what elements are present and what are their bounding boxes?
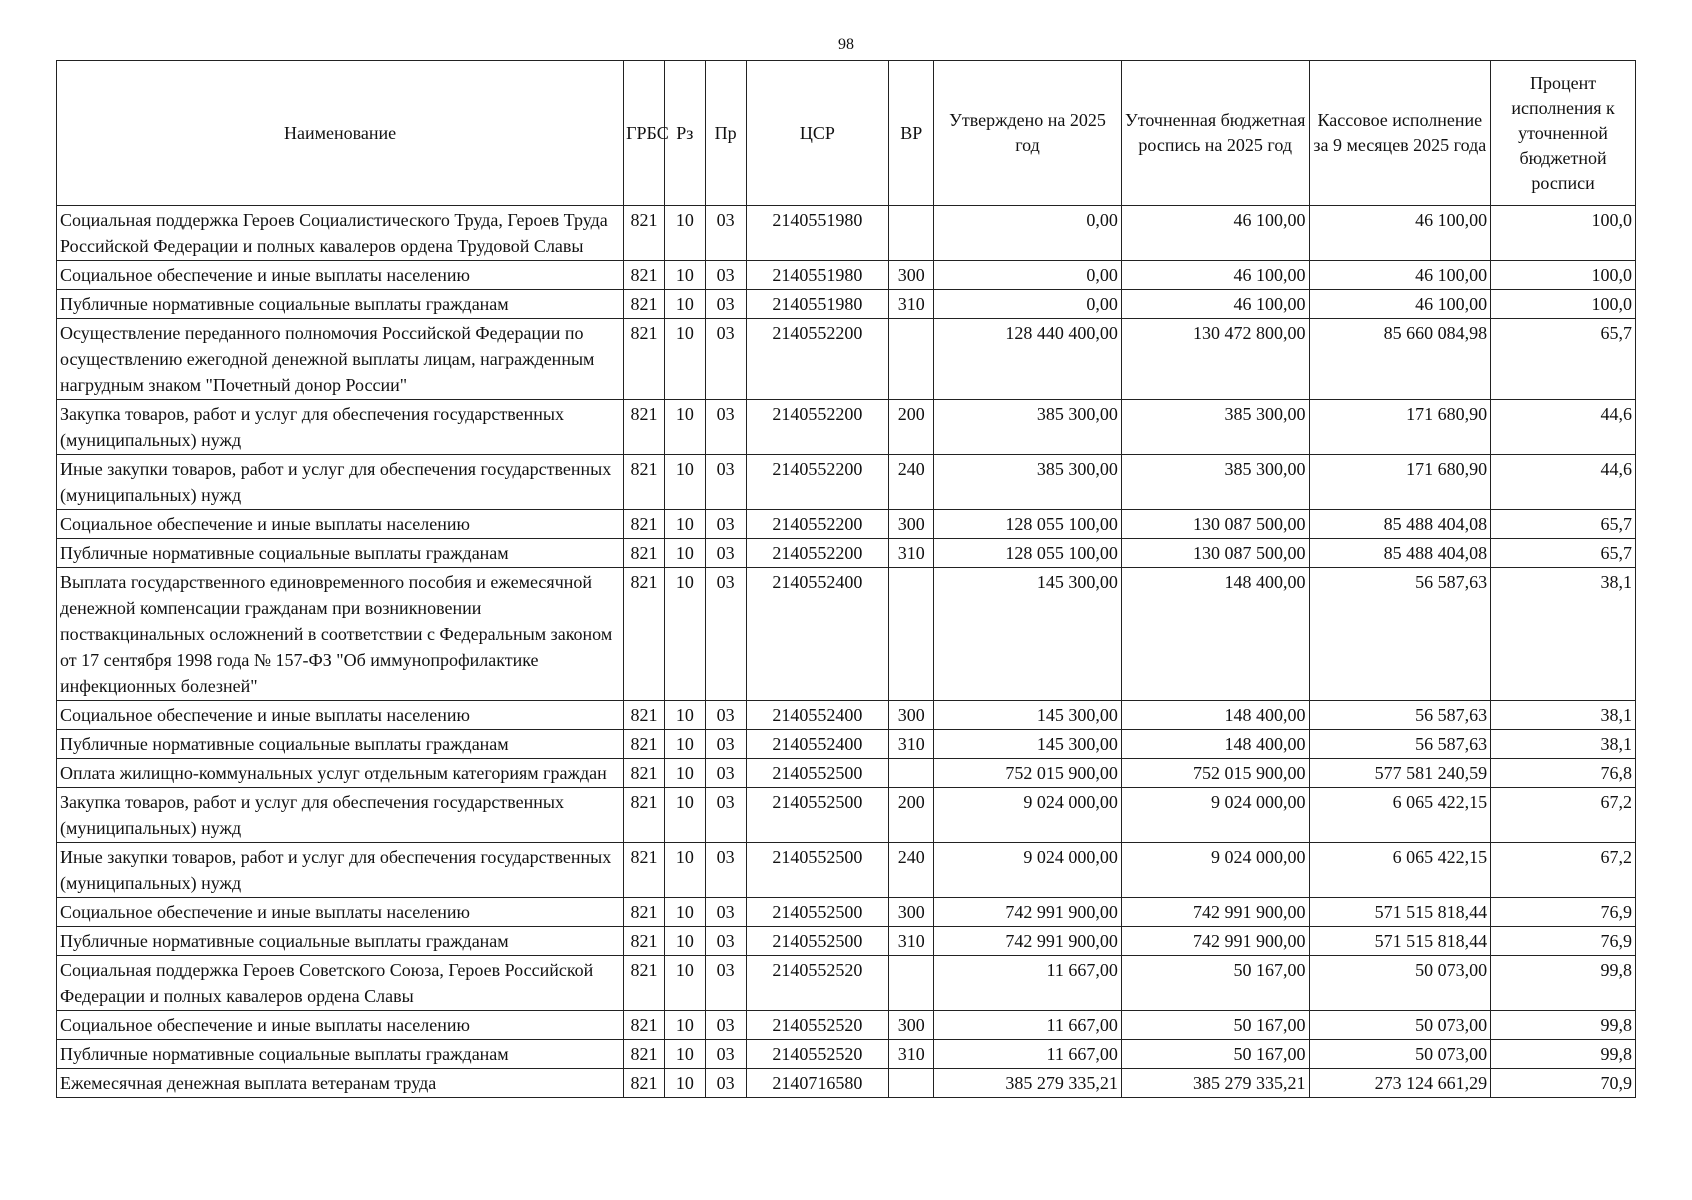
cell-name: Социальное обеспечение и иные выплаты населению <box>57 510 624 539</box>
cell-name: Публичные нормативные социальные выплаты гражданам <box>57 927 624 956</box>
cell-refined: 148 400,00 <box>1121 568 1309 701</box>
cell-approved: 752 015 900,00 <box>934 759 1122 788</box>
cell-csr: 2140552200 <box>746 539 889 568</box>
cell-percent: 99,8 <box>1491 1011 1636 1040</box>
cell-grbs: 821 <box>624 759 665 788</box>
cell-percent: 100,0 <box>1491 290 1636 319</box>
cell-name: Социальное обеспечение и иные выплаты населению <box>57 701 624 730</box>
table-row <box>57 1069 1636 1098</box>
cell-grbs: 821 <box>624 1040 665 1069</box>
header-percent: Процент исполнения к уточненной бюджетной росписи <box>1491 61 1636 206</box>
cell-csr: 2140552500 <box>746 788 889 843</box>
cell-executed: 46 100,00 <box>1309 261 1491 290</box>
cell-executed: 46 100,00 <box>1309 290 1491 319</box>
cell-pr: 03 <box>705 898 746 927</box>
cell-refined: 148 400,00 <box>1121 701 1309 730</box>
table-row <box>57 455 1636 510</box>
cell-refined: 50 167,00 <box>1121 1040 1309 1069</box>
cell-name: Ежемесячная денежная выплата ветеранам труда <box>57 1069 624 1098</box>
cell-percent: 70,9 <box>1491 1069 1636 1098</box>
cell-refined: 742 991 900,00 <box>1121 898 1309 927</box>
cell-percent: 100,0 <box>1491 261 1636 290</box>
cell-percent: 65,7 <box>1491 510 1636 539</box>
cell-pr: 03 <box>705 319 746 400</box>
cell-name: Публичные нормативные социальные выплаты гражданам <box>57 290 624 319</box>
cell-name: Закупка товаров, работ и услуг для обеспечения государственных (муниципальных) нужд <box>57 400 624 455</box>
cell-grbs: 821 <box>624 898 665 927</box>
cell-approved: 0,00 <box>934 290 1122 319</box>
cell-rz: 10 <box>664 759 705 788</box>
cell-name: Социальное обеспечение и иные выплаты населению <box>57 261 624 290</box>
cell-executed: 571 515 818,44 <box>1309 898 1491 927</box>
cell-rz: 10 <box>664 206 705 261</box>
table-row <box>57 788 1636 843</box>
header-executed: Кассовое исполнение за 9 месяцев 2025 года <box>1309 61 1491 206</box>
cell-executed: 6 065 422,15 <box>1309 843 1491 898</box>
header-pr: Пр <box>705 61 746 206</box>
cell-executed: 56 587,63 <box>1309 730 1491 759</box>
table-row <box>57 759 1636 788</box>
cell-pr: 03 <box>705 1040 746 1069</box>
cell-approved: 742 991 900,00 <box>934 898 1122 927</box>
cell-pr: 03 <box>705 568 746 701</box>
cell-name: Социальная поддержка Героев Советского Союза, Героев Российской Федерации и полных кавалеров ордена Славы <box>57 956 624 1011</box>
cell-rz: 10 <box>664 788 705 843</box>
header-grbs: ГРБС <box>624 61 665 206</box>
cell-executed: 85 660 084,98 <box>1309 319 1491 400</box>
cell-vr <box>889 206 934 261</box>
cell-csr: 2140552500 <box>746 927 889 956</box>
cell-pr: 03 <box>705 788 746 843</box>
cell-refined: 46 100,00 <box>1121 290 1309 319</box>
cell-name: Иные закупки товаров, работ и услуг для обеспечения государственных (муниципальных) нужд <box>57 455 624 510</box>
cell-pr: 03 <box>705 730 746 759</box>
cell-csr: 2140552500 <box>746 898 889 927</box>
cell-approved: 742 991 900,00 <box>934 927 1122 956</box>
cell-pr: 03 <box>705 400 746 455</box>
cell-csr: 2140552400 <box>746 701 889 730</box>
cell-name: Публичные нормативные социальные выплаты гражданам <box>57 730 624 759</box>
cell-executed: 56 587,63 <box>1309 701 1491 730</box>
cell-percent: 44,6 <box>1491 400 1636 455</box>
cell-rz: 10 <box>664 956 705 1011</box>
cell-refined: 130 472 800,00 <box>1121 319 1309 400</box>
cell-grbs: 821 <box>624 956 665 1011</box>
table-row <box>57 539 1636 568</box>
cell-executed: 171 680,90 <box>1309 455 1491 510</box>
cell-csr: 2140552500 <box>746 759 889 788</box>
cell-approved: 385 300,00 <box>934 400 1122 455</box>
cell-percent: 65,7 <box>1491 319 1636 400</box>
header-csr: ЦСР <box>746 61 889 206</box>
cell-name: Иные закупки товаров, работ и услуг для обеспечения государственных (муниципальных) нужд <box>57 843 624 898</box>
cell-executed: 171 680,90 <box>1309 400 1491 455</box>
cell-refined: 148 400,00 <box>1121 730 1309 759</box>
cell-refined: 130 087 500,00 <box>1121 539 1309 568</box>
cell-approved: 145 300,00 <box>934 730 1122 759</box>
cell-rz: 10 <box>664 290 705 319</box>
table-row <box>57 956 1636 1011</box>
cell-vr: 200 <box>889 788 934 843</box>
cell-refined: 46 100,00 <box>1121 261 1309 290</box>
cell-pr: 03 <box>705 539 746 568</box>
cell-grbs: 821 <box>624 1069 665 1098</box>
cell-refined: 742 991 900,00 <box>1121 927 1309 956</box>
cell-name: Публичные нормативные социальные выплаты гражданам <box>57 539 624 568</box>
cell-approved: 128 055 100,00 <box>934 510 1122 539</box>
cell-vr: 310 <box>889 539 934 568</box>
cell-executed: 46 100,00 <box>1309 206 1491 261</box>
cell-vr: 240 <box>889 455 934 510</box>
cell-executed: 273 124 661,29 <box>1309 1069 1491 1098</box>
cell-refined: 50 167,00 <box>1121 956 1309 1011</box>
cell-vr <box>889 956 934 1011</box>
cell-csr: 2140551980 <box>746 261 889 290</box>
cell-pr: 03 <box>705 510 746 539</box>
cell-pr: 03 <box>705 1069 746 1098</box>
cell-refined: 130 087 500,00 <box>1121 510 1309 539</box>
cell-executed: 50 073,00 <box>1309 1040 1491 1069</box>
cell-percent: 76,8 <box>1491 759 1636 788</box>
cell-vr: 300 <box>889 1011 934 1040</box>
cell-rz: 10 <box>664 400 705 455</box>
cell-percent: 38,1 <box>1491 568 1636 701</box>
cell-executed: 85 488 404,08 <box>1309 510 1491 539</box>
cell-approved: 9 024 000,00 <box>934 843 1122 898</box>
cell-approved: 128 055 100,00 <box>934 539 1122 568</box>
cell-pr: 03 <box>705 701 746 730</box>
header-name: Наименование <box>57 61 624 206</box>
cell-rz: 10 <box>664 1040 705 1069</box>
table-row <box>57 927 1636 956</box>
cell-grbs: 821 <box>624 843 665 898</box>
cell-vr: 240 <box>889 843 934 898</box>
cell-csr: 2140552520 <box>746 1011 889 1040</box>
table-row <box>57 510 1636 539</box>
cell-executed: 571 515 818,44 <box>1309 927 1491 956</box>
header-refined: Уточненная бюджетная роспись на 2025 год <box>1121 61 1309 206</box>
cell-approved: 11 667,00 <box>934 1040 1122 1069</box>
cell-percent: 100,0 <box>1491 206 1636 261</box>
cell-name: Публичные нормативные социальные выплаты гражданам <box>57 1040 624 1069</box>
cell-grbs: 821 <box>624 455 665 510</box>
cell-percent: 38,1 <box>1491 701 1636 730</box>
cell-pr: 03 <box>705 1011 746 1040</box>
cell-rz: 10 <box>664 843 705 898</box>
cell-rz: 10 <box>664 568 705 701</box>
cell-percent: 76,9 <box>1491 898 1636 927</box>
table-row <box>57 1011 1636 1040</box>
cell-refined: 385 300,00 <box>1121 400 1309 455</box>
page-number: 98 <box>838 36 854 53</box>
cell-grbs: 821 <box>624 510 665 539</box>
cell-approved: 385 279 335,21 <box>934 1069 1122 1098</box>
table-row <box>57 568 1636 701</box>
cell-vr: 310 <box>889 927 934 956</box>
cell-pr: 03 <box>705 843 746 898</box>
table-row <box>57 400 1636 455</box>
cell-percent: 76,9 <box>1491 927 1636 956</box>
cell-percent: 38,1 <box>1491 730 1636 759</box>
cell-name: Оплата жилищно-коммунальных услуг отдельным категориям граждан <box>57 759 624 788</box>
cell-approved: 0,00 <box>934 206 1122 261</box>
cell-executed: 577 581 240,59 <box>1309 759 1491 788</box>
cell-approved: 9 024 000,00 <box>934 788 1122 843</box>
cell-rz: 10 <box>664 898 705 927</box>
cell-percent: 67,2 <box>1491 843 1636 898</box>
cell-refined: 50 167,00 <box>1121 1011 1309 1040</box>
table-row <box>57 206 1636 261</box>
cell-pr: 03 <box>705 206 746 261</box>
table-header <box>57 61 1636 206</box>
cell-vr: 310 <box>889 1040 934 1069</box>
cell-grbs: 821 <box>624 319 665 400</box>
cell-vr: 310 <box>889 290 934 319</box>
cell-pr: 03 <box>705 261 746 290</box>
table-row <box>57 290 1636 319</box>
table-row <box>57 319 1636 400</box>
cell-name: Закупка товаров, работ и услуг для обеспечения государственных (муниципальных) нужд <box>57 788 624 843</box>
cell-grbs: 821 <box>624 290 665 319</box>
cell-percent: 99,8 <box>1491 1040 1636 1069</box>
cell-rz: 10 <box>664 510 705 539</box>
cell-csr: 2140552500 <box>746 843 889 898</box>
table-row <box>57 730 1636 759</box>
cell-name: Выплата государственного единовременного пособия и ежемесячной денежной компенсации гражданам при возникновении поствакцинальных осложнений в соответствии с Федеральным законом от 17 сентября 1998 года № 157-ФЗ "Об иммунопрофилактике инфекционных болезней" <box>57 568 624 701</box>
cell-percent: 65,7 <box>1491 539 1636 568</box>
cell-vr <box>889 759 934 788</box>
cell-grbs: 821 <box>624 701 665 730</box>
table-row <box>57 898 1636 927</box>
cell-vr: 300 <box>889 261 934 290</box>
cell-refined: 752 015 900,00 <box>1121 759 1309 788</box>
header-vr: ВР <box>889 61 934 206</box>
cell-csr: 2140552400 <box>746 730 889 759</box>
header-approved: Утверждено на 2025 год <box>934 61 1122 206</box>
cell-vr: 300 <box>889 510 934 539</box>
header-rz: Рз <box>664 61 705 206</box>
cell-refined: 385 300,00 <box>1121 455 1309 510</box>
cell-approved: 145 300,00 <box>934 568 1122 701</box>
cell-vr <box>889 319 934 400</box>
budget-table <box>56 60 1636 1098</box>
cell-csr: 2140552200 <box>746 400 889 455</box>
cell-grbs: 821 <box>624 206 665 261</box>
cell-csr: 2140552520 <box>746 1040 889 1069</box>
cell-grbs: 821 <box>624 568 665 701</box>
cell-executed: 85 488 404,08 <box>1309 539 1491 568</box>
cell-approved: 128 440 400,00 <box>934 319 1122 400</box>
cell-grbs: 821 <box>624 261 665 290</box>
table-row <box>57 701 1636 730</box>
cell-vr: 200 <box>889 400 934 455</box>
cell-approved: 11 667,00 <box>934 1011 1122 1040</box>
cell-pr: 03 <box>705 956 746 1011</box>
cell-percent: 67,2 <box>1491 788 1636 843</box>
cell-approved: 385 300,00 <box>934 455 1122 510</box>
cell-pr: 03 <box>705 290 746 319</box>
cell-refined: 9 024 000,00 <box>1121 788 1309 843</box>
cell-grbs: 821 <box>624 539 665 568</box>
cell-rz: 10 <box>664 927 705 956</box>
cell-grbs: 821 <box>624 788 665 843</box>
cell-pr: 03 <box>705 759 746 788</box>
cell-csr: 2140552200 <box>746 510 889 539</box>
cell-vr: 300 <box>889 701 934 730</box>
cell-csr: 2140551980 <box>746 206 889 261</box>
cell-approved: 145 300,00 <box>934 701 1122 730</box>
cell-grbs: 821 <box>624 927 665 956</box>
cell-grbs: 821 <box>624 730 665 759</box>
cell-vr: 310 <box>889 730 934 759</box>
cell-rz: 10 <box>664 1011 705 1040</box>
cell-name: Осуществление переданного полномочия Российской Федерации по осуществлению ежегодной денежной выплаты лицам, награжденным нагрудным знаком "Почетный донор России" <box>57 319 624 400</box>
cell-refined: 46 100,00 <box>1121 206 1309 261</box>
cell-vr: 300 <box>889 898 934 927</box>
cell-executed: 6 065 422,15 <box>1309 788 1491 843</box>
cell-rz: 10 <box>664 1069 705 1098</box>
cell-approved: 0,00 <box>934 261 1122 290</box>
cell-vr <box>889 568 934 701</box>
cell-refined: 385 279 335,21 <box>1121 1069 1309 1098</box>
cell-executed: 50 073,00 <box>1309 1011 1491 1040</box>
table-body <box>57 206 1636 1098</box>
cell-rz: 10 <box>664 455 705 510</box>
cell-name: Социальное обеспечение и иные выплаты населению <box>57 898 624 927</box>
cell-rz: 10 <box>664 730 705 759</box>
cell-csr: 2140716580 <box>746 1069 889 1098</box>
cell-percent: 99,8 <box>1491 956 1636 1011</box>
cell-rz: 10 <box>664 261 705 290</box>
cell-approved: 11 667,00 <box>934 956 1122 1011</box>
cell-csr: 2140552200 <box>746 455 889 510</box>
cell-csr: 2140552520 <box>746 956 889 1011</box>
cell-vr <box>889 1069 934 1098</box>
cell-refined: 9 024 000,00 <box>1121 843 1309 898</box>
cell-grbs: 821 <box>624 1011 665 1040</box>
header-row <box>57 61 1636 206</box>
cell-pr: 03 <box>705 455 746 510</box>
cell-name: Социальное обеспечение и иные выплаты населению <box>57 1011 624 1040</box>
cell-rz: 10 <box>664 701 705 730</box>
cell-csr: 2140552400 <box>746 568 889 701</box>
table-row <box>57 843 1636 898</box>
cell-rz: 10 <box>664 539 705 568</box>
cell-grbs: 821 <box>624 400 665 455</box>
cell-rz: 10 <box>664 319 705 400</box>
cell-csr: 2140551980 <box>746 290 889 319</box>
cell-pr: 03 <box>705 927 746 956</box>
cell-name: Социальная поддержка Героев Социалистического Труда, Героев Труда Российской Федерации и полных кавалеров ордена Трудовой Славы <box>57 206 624 261</box>
table-row <box>57 1040 1636 1069</box>
cell-percent: 44,6 <box>1491 455 1636 510</box>
cell-executed: 50 073,00 <box>1309 956 1491 1011</box>
table-row <box>57 261 1636 290</box>
cell-executed: 56 587,63 <box>1309 568 1491 701</box>
cell-csr: 2140552200 <box>746 319 889 400</box>
